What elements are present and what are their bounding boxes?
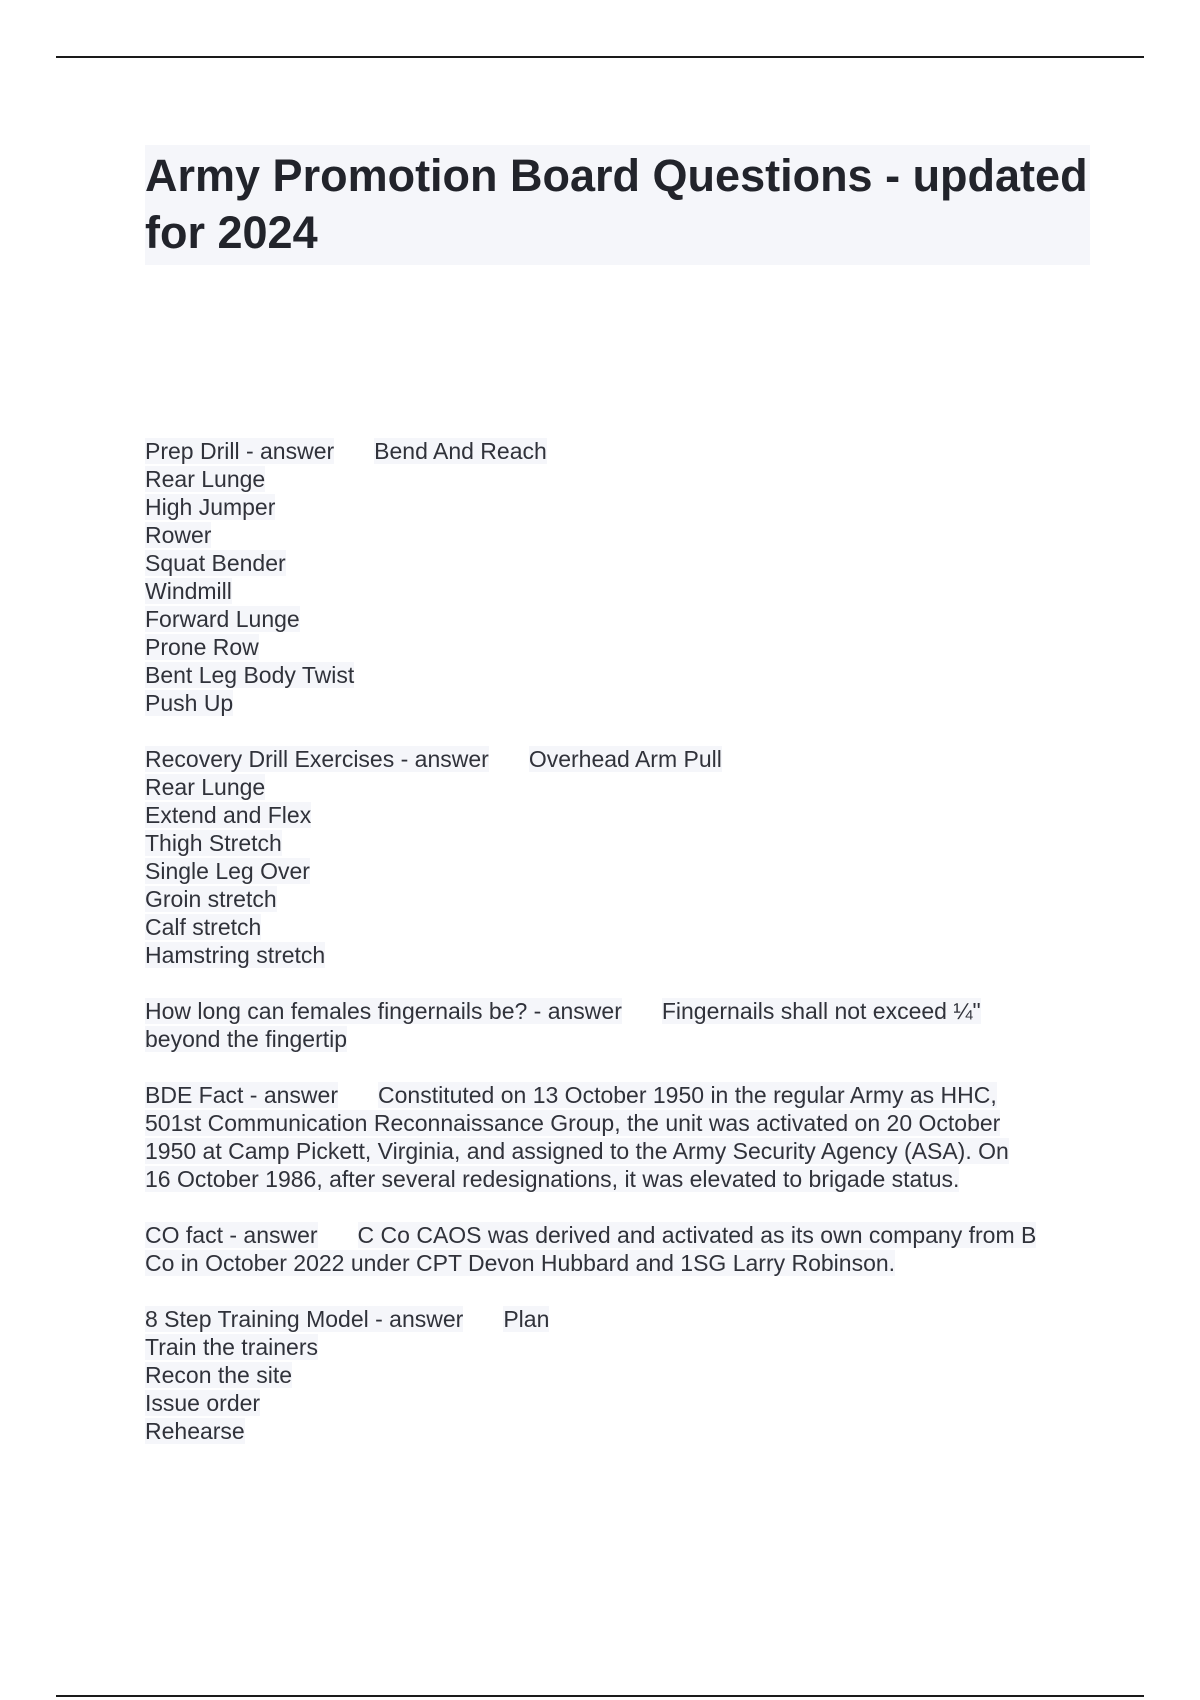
question-text: CO fact - answer (145, 1222, 318, 1248)
answer-line (145, 521, 1090, 549)
answer-line (145, 857, 1090, 885)
answer-line (145, 1109, 1090, 1137)
question-text: BDE Fact - answer (145, 1082, 338, 1108)
answer-text: beyond the fingertip (145, 1026, 348, 1052)
answer-text: Push Up (145, 690, 234, 716)
answer-line (145, 773, 1090, 801)
answer-text: Constituted on 13 October 1950 in the regular Army as HHC, (378, 1082, 997, 1108)
answer-line (145, 493, 1090, 521)
answer-line (145, 1361, 1090, 1389)
qa-list (145, 437, 1090, 1445)
answer-line (145, 605, 1090, 633)
answer-text: 16 October 1986, after several redesignations, it was elevated to brigade status. (145, 1166, 960, 1192)
answer-line (145, 1333, 1090, 1361)
answer-line (145, 1417, 1090, 1445)
answer-text: Prone Row (145, 634, 259, 660)
answer-text: Rear Lunge (145, 466, 266, 492)
qa-first-line (145, 745, 1090, 773)
qa-item (145, 1081, 1090, 1193)
qa-item (145, 437, 1090, 717)
answer-text: Rehearse (145, 1418, 245, 1444)
title-block (145, 145, 1090, 265)
answer-line (145, 661, 1090, 689)
answer-line (145, 801, 1090, 829)
qa-first-line (145, 1081, 1090, 1109)
answer-text: 501st Communication Reconnaissance Group, the unit was activated on 20 October (145, 1110, 1001, 1136)
answer-text: Plan (503, 1306, 550, 1332)
answer-line (145, 1165, 1090, 1193)
answer-text: Hamstring stretch (145, 942, 326, 968)
answer-line (145, 465, 1090, 493)
qa-item (145, 997, 1090, 1053)
answer-text: Co in October 2022 under CPT Devon Hubbard and 1SG Larry Robinson. (145, 1250, 896, 1276)
answer-line (145, 941, 1090, 969)
document-body (145, 145, 1090, 1473)
qa-item (145, 745, 1090, 969)
answer-line (145, 633, 1090, 661)
answer-text: Thigh Stretch (145, 830, 282, 856)
answer-text: Issue order (145, 1390, 261, 1416)
answer-text: Single Leg Over (145, 858, 310, 884)
answer-line (145, 885, 1090, 913)
bottom-rule (56, 1695, 1144, 1697)
qa-first-line (145, 1305, 1090, 1333)
answer-line (145, 577, 1090, 605)
answer-text: Train the trainers (145, 1334, 318, 1360)
answer-text: C Co CAOS was derived and activated as its own company from B (357, 1222, 1037, 1248)
qa-item (145, 1305, 1090, 1445)
answer-text: Overhead Arm Pull (528, 746, 722, 772)
answer-line (145, 1025, 1090, 1053)
answer-text: High Jumper (145, 494, 276, 520)
answer-text: 1950 at Camp Pickett, Virginia, and assigned to the Army Security Agency (ASA). On (145, 1138, 1009, 1164)
page-title: Army Promotion Board Questions - updated for 2024 (145, 150, 1088, 258)
qa-first-line (145, 437, 1090, 465)
answer-text: Groin stretch (145, 886, 277, 912)
answer-text: Squat Bender (145, 550, 286, 576)
answer-line (145, 1389, 1090, 1417)
qa-item (145, 1221, 1090, 1277)
question-text: Recovery Drill Exercises - answer (145, 746, 489, 772)
answer-text: Rower (145, 522, 212, 548)
answer-line (145, 1249, 1090, 1277)
answer-text: Fingernails shall not exceed ¼" (661, 998, 981, 1024)
answer-text: Forward Lunge (145, 606, 300, 632)
answer-text: Bend And Reach (374, 438, 547, 464)
answer-text: Windmill (145, 578, 232, 604)
answer-line (145, 549, 1090, 577)
answer-line (145, 913, 1090, 941)
question-text: How long can females fingernails be? - answer (145, 998, 622, 1024)
answer-text: Bent Leg Body Twist (145, 662, 355, 688)
top-rule (56, 56, 1144, 58)
answer-text: Extend and Flex (145, 802, 312, 828)
answer-text: Recon the site (145, 1362, 293, 1388)
question-text: Prep Drill - answer (145, 438, 335, 464)
answer-line (145, 689, 1090, 717)
qa-first-line (145, 997, 1090, 1025)
qa-first-line (145, 1221, 1090, 1249)
answer-text: Rear Lunge (145, 774, 266, 800)
answer-text: Calf stretch (145, 914, 262, 940)
answer-line (145, 1137, 1090, 1165)
question-text: 8 Step Training Model - answer (145, 1306, 464, 1332)
answer-line (145, 829, 1090, 857)
